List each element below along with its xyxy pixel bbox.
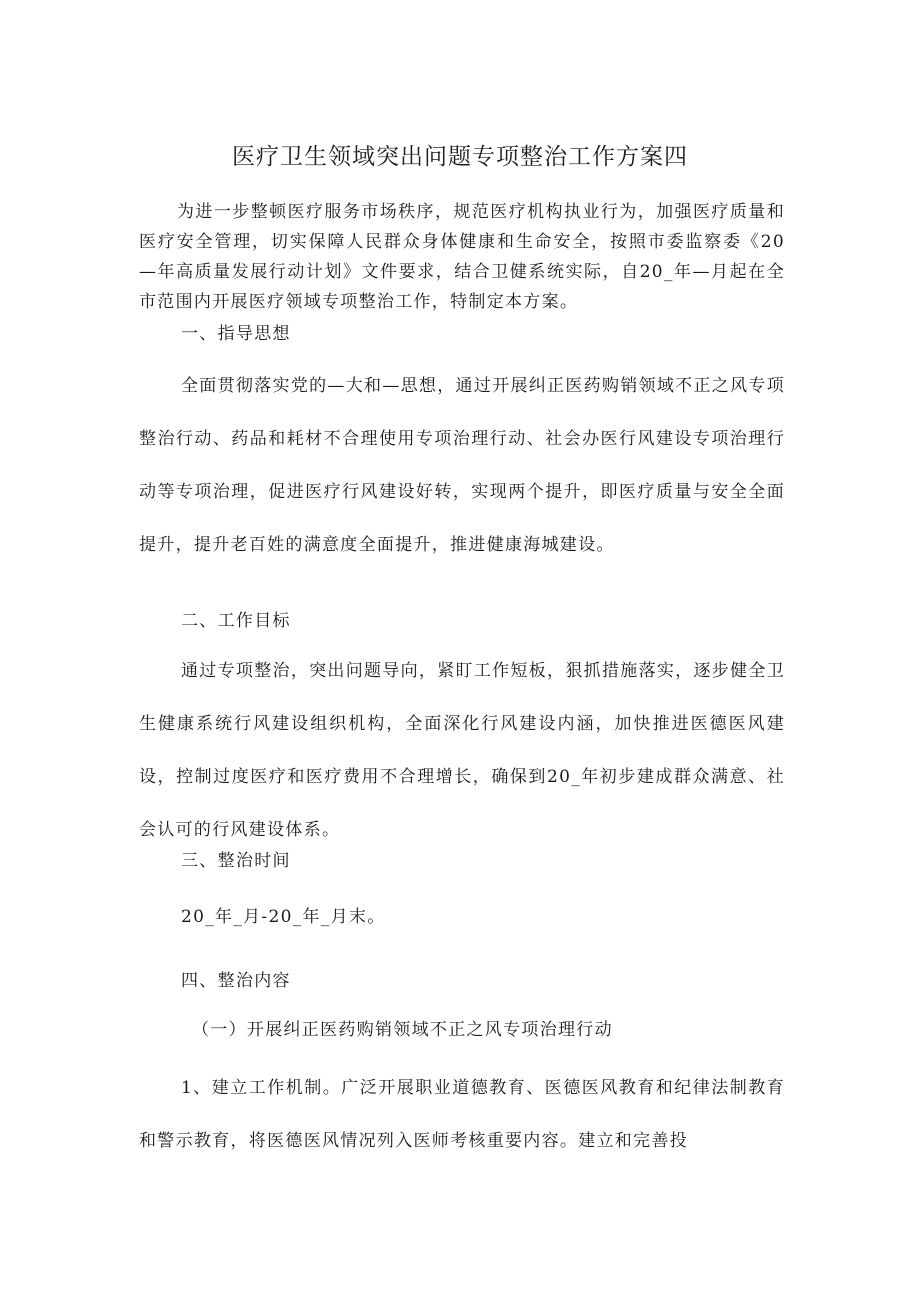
section-body-work-goals: 通过专项整治，突出问题导向，紧盯工作短板，狠抓措施落实，逐步健全卫生健康系统行风建设组织机构，全面深化行风建设内涵，加快推进医德医风建设，控制过度医疗和医疗费用不合理增长，确保到20_年初步建成群众满意、社会认可的行风建设体系。 (139, 661, 785, 840)
section-body-work-mechanism: 1、建立工作机制。广泛开展职业道德教育、医德医风教育和纪律法制教育和警示教育，将医德医风情况列入医师考核重要内容。建立和完善投 (139, 1078, 785, 1151)
document-title: 医疗卫生领域突出问题专项整治工作方案四 (232, 144, 688, 170)
section-heading-rectification-time: 三、整治时间 (181, 851, 291, 871)
intro-paragraph: 为进一步整顿医疗服务市场秩序，规范医疗机构执业行为，加强医疗质量和医疗安全管理，切实保障人民群众身体健康和生命安全，按照市委监察委《20—年高质量发展行动计划》文件要求，结合卫健系统实际，自20_年—月起在全市范围内开展医疗领域专项整治工作，特制定本方案。 (139, 202, 785, 312)
subsection-heading-anti-corruption: （一）开展纠正医药购销领域不正之风专项治理行动 (192, 1020, 613, 1040)
section-heading-work-goals: 二、工作目标 (181, 611, 291, 631)
section-heading-rectification-content: 四、整治内容 (181, 971, 291, 991)
section-body-guiding-ideology: 全面贯彻落实党的—大和—思想，通过开展纠正医药购销领域不正之风专项整治行动、药品和耗材不合理使用专项治理行动、社会办医行风建设专项治理行动等专项治理，促进医疗行风建设好转，实现两个提升，即医疗质量与安全全面提升，提升老百姓的满意度全面提升，推进健康海城建设。 (139, 376, 785, 555)
section-heading-guiding-ideology: 一、指导思想 (181, 324, 291, 344)
section-body-rectification-time: 20_年_月-20_年_月末。 (181, 907, 386, 927)
